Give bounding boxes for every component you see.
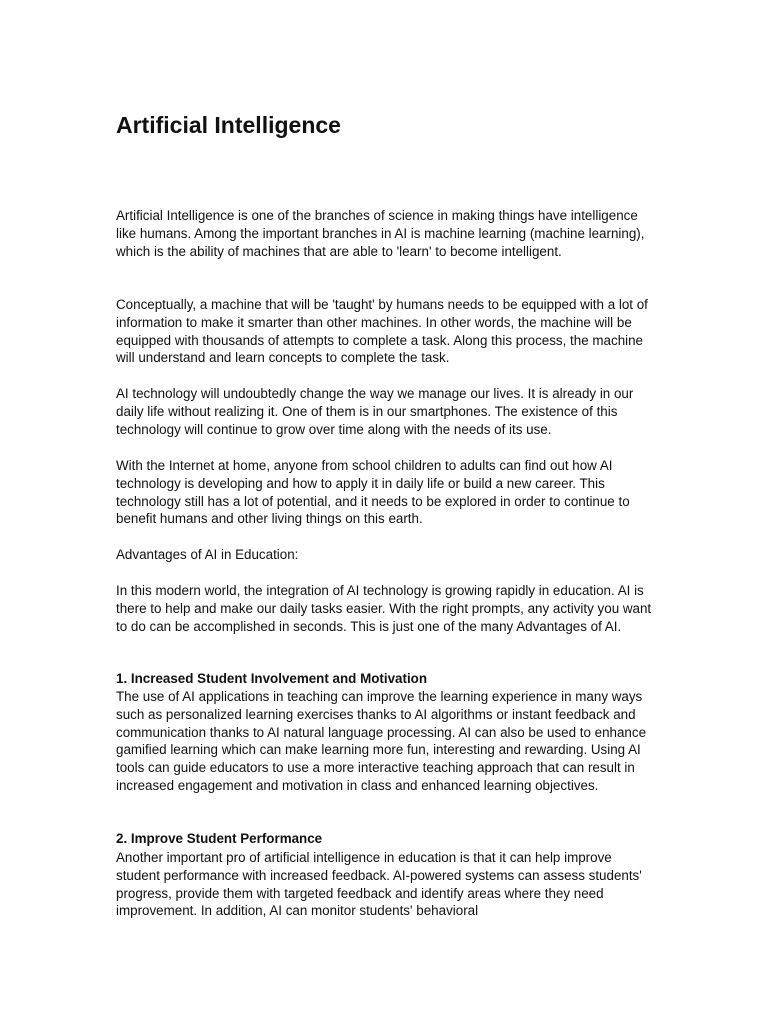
paragraph-internet: With the Internet at home, anyone from school children to adults can find out how AI technology is developing and how to apply it in daily life or build a new career. This technology still has a lot of potential, and it needs to be explored in order to continue to benefit humans and other living things on this earth.: [116, 458, 630, 527]
paragraph-concept: Conceptually, a machine that will be 'taught' by humans needs to be equipped with a lot of information to make it smarter than other machines. In other words, the machine will be equipped with thousands of attempts to complete a task. Along this process, the machine will understand and learn concepts to complete the task.: [116, 297, 648, 366]
paragraph-modern-world: In this modern world, the integration of AI technology is growing rapidly in education. AI is there to help and make our daily tasks easier. With the right prompts, any activity you want to do can be accomplished in seconds. This is just one of the many Advantages of AI.: [116, 583, 652, 634]
document-title: Artificial Intelligence: [116, 112, 341, 138]
section-heading-performance: 2. Improve Student Performance: [116, 831, 323, 846]
paragraph-ai-technology: AI technology will undoubtedly change the way we manage our lives. It is already in our daily life without realizing it. One of them is in our smartphones. The existence of this technology will continue to grow over time along with the needs of its use.: [116, 386, 634, 437]
section-text-performance: Another important pro of artificial intelligence in education is that it can help improve student performance with increased feedback. AI-powered systems can assess students' progress, provide them with targeted feedback and identify areas where they need improvement. In addition, AI can monitor students' behavioral: [116, 850, 642, 919]
section-text-involvement: The use of AI applications in teaching can improve the learning experience in many ways such as personalized learning exercises thanks to AI algorithms or instant feedback and communication thanks to AI natural language processing. AI can also be used to enhance gamified learning which can make learning more fun, interesting and rewarding. Using AI tools can guide educators to use a more interactive teaching approach that can result in increased engagement and motivation in class and enhanced learning objectives.: [116, 689, 647, 793]
paragraph-advantages-label: Advantages of AI in Education:: [116, 547, 299, 562]
paragraph-intro: Artificial Intelligence is one of the branches of science in making things have intelligence like humans. Among the important branches in AI is machine learning (machine learning), which is the ability of machines that are able to 'learn' to become intelligent.: [116, 208, 645, 259]
section-heading-involvement: 1. Increased Student Involvement and Motivation: [116, 671, 428, 686]
